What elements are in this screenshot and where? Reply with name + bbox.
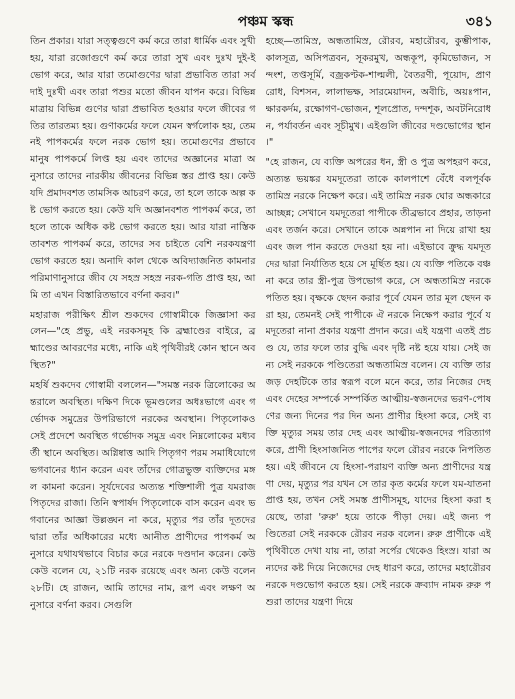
- paragraph: মহর্ষি শুকদেব গোস্বামী বললেন—"সমস্ত নরক ত্রিলোকের অন্তরালে অবস্থিত। দক্ষিণ দিকে ভূমণ্ডলের অধঃভাগে এবং গর্ভোদক সমুদ্রের উপরিভাগে নরকের অবস্থান। পিতৃলোকও সেই প্রদেশে অবস্থিত গর্ভোদক সমুদ্র এবং নিম্নলোকের মধ্যবর্তী স্থানে অবস্থিত। অগ্নিষ্বাত্ত আদি পিতৃগণ পরম সমাধিযোগে ভগবানের ধ্যান করেন এবং তাঁদের গোত্রভুক্ত ব্যক্তিদের মঙ্গল কামনা করেন। সূর্যদেবের অত্যন্ত শক্তিশালী পুত্র যমরাজ পিতৃদের রাজা। তিনি স্বপার্ষদ পিতৃলোকে বাস করেন এবং ভগবানের আজ্ঞা উল্লঙ্ঘন না করে, মৃত্যুর পর তাঁর দূতদের দ্বারা তাঁর অধিকারের মধ্যে আনীত প্রাণীদের পাপকর্ম অনুসারে যথাযথভাবে বিচার করে নরকে দণ্ডদান করেন। কেউ কেউ বলেন যে, ২১টি নরক রয়েছে এবং অন্য কেউ বলেন ২৮টি। হে রাজন, আমি তাদের নাম, রূপ এবং লক্ষণ অনুসারে বর্ণনা করব। সেগুলি: [30, 380, 256, 611]
- paragraph: তিন প্রকার। যারা সত্ত্বগুণে কর্ম করে তারা ধার্মিক এবং সুখী হয়, যারা রজোগুণে কর্ম করে তারা সুখ এবং দুঃখ দুই-ই ভোগ করে, আর যারা তমোগুণের দ্বারা প্রভাবিত তারা সর্বদাই দুঃখী এবং তারা পশুর মতো জীবন যাপন করে। বিভিন্ন মাত্রায় বিভিন্ন গুণের দ্বারা প্রভাবিত হওয়ার ফলে জীবের গতির তারতম্য হয়। গুণাকর্মের ফলে যেমন স্বর্গলোক হয়, তেমনই পাপকর্মের ফলে নরক ভোগ হয়। তমোগুণের প্রভাবে মানুষ পাপকর্মে লিপ্ত হয় এবং তাদের অজ্ঞানের মাত্রা অনুসারে তাদের নারকীয় জীবনের বিভিন্ন স্তর প্রাপ্ত হয়। কেউ যদি প্রমাদবশত তামসিক আচরণ করে, তা হলে তাকে অল্প কষ্ট ভোগ করতে হয়। কেউ যদি অজ্ঞানবশত পাপকর্ম করে, তা হলে তাকে অধিক কষ্ট ভোগ করতে হয়। আর যারা নাস্তিকতাবশত পাপকর্ম করে, তাদের সব চাইতে বেশি নরকযন্ত্রণা ভোগ করতে হয়। অনাদি কাল থেকে অবিদ্যাজনিত কামনার পরিমাণানুসারে জীব যে সহস্র সহস্র নরক-গতি প্রাপ্ত হয়, আমি তা এখন বিস্তারিতভাবে বর্ণনা করব।": [30, 36, 256, 301]
- running-head: পঞ্চম স্কন্ধ: [237, 14, 294, 30]
- page-header: [38, 10, 493, 30]
- page-number: ৩৪১: [465, 14, 493, 30]
- paragraph: হচ্ছে—তামিস্র, অন্ধতামিস্র, রৌরব, মহারৌরব, কুম্ভীপাক, কালসূত্র, অসিপত্রবন, সূকরমুখ, অন্ধকূপ, কৃমিভোজন, সন্দংশ, তপ্তসূর্মি, বজ্রকণ্টক-শাল্মলী, বৈতরণী, পূয়োদ, প্রাণরোধ, বিশসন, লালাভক্ষ, সারমেয়াদন, অবীচি, অয়ঃপান, ক্ষারকর্দম, রক্ষোগণ-ভোজন, শূলপ্রোত, দন্দশূক, অবটনিরোধন, পর্যাবর্তন এবং সূচীমুখ। এইগুলি জীবের দণ্ডভোগের স্থান।": [265, 36, 491, 149]
- paragraph: মহারাজ পরীক্ষিৎ শ্রীল শুকদেব গোস্বামীকে জিজ্ঞাসা করলেন—"হে প্রভু, এই নরকসমূহ কি ব্রহ্মাণ্ডের বাইরে, ব্রহ্মাণ্ডের আবরণের মধ্যে, নাকি এই পৃথিবীরই কোন স্থানে অবস্থিত?": [30, 309, 256, 372]
- left-column: [30, 34, 256, 695]
- text-columns: [30, 34, 491, 695]
- right-column: [266, 34, 492, 695]
- paragraph: "হে রাজন, যে ব্যক্তি অপরের ধন, স্ত্রী ও পুত্র অপহরণ করে, অত্যন্ত ভয়ঙ্কর যমদূতেরা তাকে কালপাশে বেঁধে বলপূর্বক তামিস্র নরকে নিক্ষেপ করে। এই তামিস্র নরক ঘোর অন্ধকারে আচ্ছন্ন; সেখানে যমদূতেরা পাপীকে তীব্রভাবে প্রহার, তাড়না এবং তর্জন করে। সেখানে তাকে অন্নপান না দিয়ে রাখা হয় এবং জল পান করতে দেওয়া হয় না। এইভাবে ক্রুদ্ধ যমদূতদের দ্বারা নির্যাতিত হয়ে সে মূর্ছিত হয়। যে ব্যক্তি পতিকে বঞ্চনা করে তার স্ত্রী-পুত্র উপভোগ করে, সে অন্ধতামিস্র নরকে পতিত হয়। বৃক্ষকে ছেদন করার পূর্বে যেমন তার মূল ছেদন করা হয়, তেমনই সেই পাপীকে ঐ নরকে নিক্ষেপ করার পূর্বে যমদূতেরা নানা প্রকার যন্ত্রণা প্রদান করে। এই যন্ত্রণা এতই প্রচণ্ড যে, তার ফলে তার বুদ্ধি এবং দৃষ্টি নষ্ট হয়ে যায়। সেই জন্য সেই নরককে পণ্ডিতেরা অন্ধতামিস্র বলেন। যে ব্যক্তি তার জড় দেহটিকে তার স্বরূপ বলে মনে করে, তার নিজের দেহ এবং দেহের সম্পর্কে সম্পর্কিত আত্মীয়-স্বজনদের ভরণ-পোষণের জন্য দিনের পর দিন অন্য প্রাণীর হিংসা করে, সেই ব্যক্তি মৃত্যুর সময় তার দেহ এবং আত্মীয়-স্বজনদের পরিত্যাগ করে, প্রাণী হিংসাজনিত পাপের ফলে রৌরব নরকে নিপতিত হয়। এই জীবনে যে হিংসা-পরায়ণ ব্যক্তি অন্য প্রাণীদের যন্ত্রণা দেয়, মৃত্যুর পর যখন সে তার কৃত কর্মের ফলে যম-যাতনা প্রাপ্ত হয়, তখন সেই সমস্ত প্রাণীসমূহ, যাদের হিংসা করা হয়েছে, তারা 'রুরু' হয়ে তাকে পীড়া দেয়। এই জন্য পণ্ডিতেরা সেই নরককে রৌরব নরক বলেন। রুরু প্রাণীকে এই পৃথিবীতে দেখা যায় না, তারা সর্পের থেকেও হিংস্র। যারা অন্যদের কষ্ট দিয়ে নিজেদের দেহ ধারণ করে, তাদের মহারৌরব নরকে দণ্ডভোগ করতে হয়। সেই নরকে ক্রব্যাদ নামক রুরু পশুরা তাদের যন্ত্রণা দিয়ে: [265, 157, 491, 608]
